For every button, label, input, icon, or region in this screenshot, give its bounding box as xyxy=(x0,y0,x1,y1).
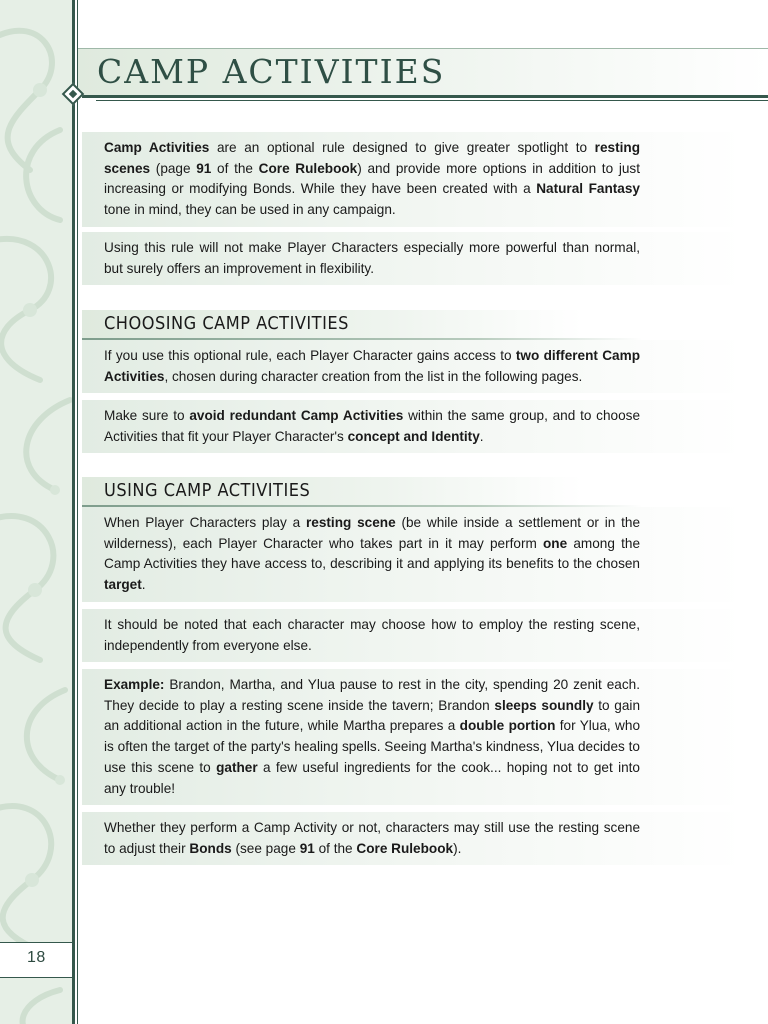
choosing-heading: CHOOSING CAMP ACTIVITIES xyxy=(104,313,349,334)
bold-text-run: Camp Activities xyxy=(104,140,210,155)
text-run: If you use this optional rule, each Player Character gains access to xyxy=(104,348,516,363)
using-paragraph-4-text xyxy=(104,818,640,859)
bold-text-run: concept and Identity xyxy=(347,428,480,444)
text-run: . xyxy=(141,577,146,593)
intro-paragraph-2-text xyxy=(104,238,640,279)
bold-text-run: gather xyxy=(216,759,258,775)
text-run: Whether they perform a Camp Activity or not, characters may still use the resting scene to adjust their xyxy=(104,820,640,856)
header-rule-thin xyxy=(96,100,768,101)
bold-text-run: resting scene xyxy=(306,515,396,530)
text-run: Brandon, Martha, and Ylua pause to rest in the city, spending 20 zenit each. They decide to play a resting scene inside the tavern; Brandon xyxy=(104,677,640,713)
text-run: . xyxy=(479,428,484,444)
text-run: a few useful ingredients for the cook... hoping not to get into any trouble! xyxy=(104,759,640,796)
text-run: (page xyxy=(150,160,197,176)
text-run: Using this rule will not make Player Characters especially more powerful than normal, but surely offers an improvement in flexibility. xyxy=(104,240,640,276)
bold-text-run: Core Rulebook xyxy=(258,160,358,176)
example-paragraph xyxy=(82,669,742,805)
text-run: (be while inside a settlement or in the wilderness), each Player Character who takes part in it may perform xyxy=(104,515,640,551)
text-run: to gain an additional action in the future, while Martha prepares a xyxy=(104,697,641,734)
text-run: ) and provide more options in addition to just increasing or modifying Bonds. While they have been created with a xyxy=(104,160,640,197)
sidebar-border-thick xyxy=(72,0,75,1024)
text-run: for Ylua, who is often the target of the party's healing spells. Seeing Martha's kindness, Ylua decides to use this scene to xyxy=(104,718,640,775)
bold-text-run: 91 xyxy=(196,160,212,176)
header-rule xyxy=(82,95,768,98)
intro-paragraph-1 xyxy=(82,132,742,227)
text-run: Make sure to xyxy=(104,408,190,423)
choosing-paragraph-1-text xyxy=(104,346,640,387)
bold-text-run: two different Camp Activities xyxy=(104,348,640,384)
using-paragraph-4 xyxy=(82,812,742,865)
bold-text-run: avoid redundant Camp Activities xyxy=(189,408,404,423)
bold-text-run: resting scenes xyxy=(104,140,640,176)
bold-text-run: double portion xyxy=(459,718,556,734)
text-run: among the Camp Activities they have access to, describing it and applying its benefits to the chosen xyxy=(104,535,641,572)
intro-paragraph-2 xyxy=(82,232,742,285)
swirl-ornament-icon xyxy=(0,0,72,1024)
bold-text-run: Natural Fantasy xyxy=(536,181,640,197)
text-run: of the xyxy=(314,840,357,856)
bold-text-run: 91 xyxy=(299,840,315,856)
text-run: are an optional rule designed to give greater spotlight to xyxy=(209,140,595,155)
choosing-paragraph-2-text xyxy=(104,406,640,447)
choosing-paragraph-2 xyxy=(82,400,742,453)
intro-paragraph-1-text xyxy=(104,138,640,221)
text-run: ). xyxy=(453,840,462,856)
text-run: (see page xyxy=(231,840,300,856)
using-paragraph-2-text xyxy=(104,615,640,656)
using-paragraph-1-text xyxy=(104,513,640,596)
page-number: 18 xyxy=(27,949,46,966)
bold-text-run: Bonds xyxy=(189,840,232,856)
text-run: It should be noted that each character may choose how to employ the resting scene, independently from everyone else. xyxy=(104,617,640,653)
using-paragraph-2 xyxy=(82,609,742,662)
choosing-paragraph-1 xyxy=(82,340,742,393)
example-paragraph-text xyxy=(104,675,640,799)
sidebar-border-thin xyxy=(77,0,78,1024)
using-paragraph-1 xyxy=(82,507,742,602)
text-run: tone in mind, they can be used in any campaign. xyxy=(104,202,396,218)
bold-text-run: target xyxy=(104,577,142,593)
bold-text-run: Example: xyxy=(104,677,165,692)
text-run: within the same group, and to choose Activities that fit your Player Character's xyxy=(104,408,641,444)
text-run: of the xyxy=(211,160,259,176)
page-title: CAMP ACTIVITIES xyxy=(97,52,446,91)
decorative-sidebar xyxy=(0,0,72,1024)
bold-text-run: one xyxy=(543,535,568,551)
text-run: When Player Characters play a xyxy=(104,515,306,530)
bold-text-run: sleeps soundly xyxy=(494,697,594,713)
using-heading: USING CAMP ACTIVITIES xyxy=(104,480,311,501)
bold-text-run: Core Rulebook xyxy=(356,840,454,856)
text-run: , chosen during character creation from the list in the following pages. xyxy=(164,368,583,384)
